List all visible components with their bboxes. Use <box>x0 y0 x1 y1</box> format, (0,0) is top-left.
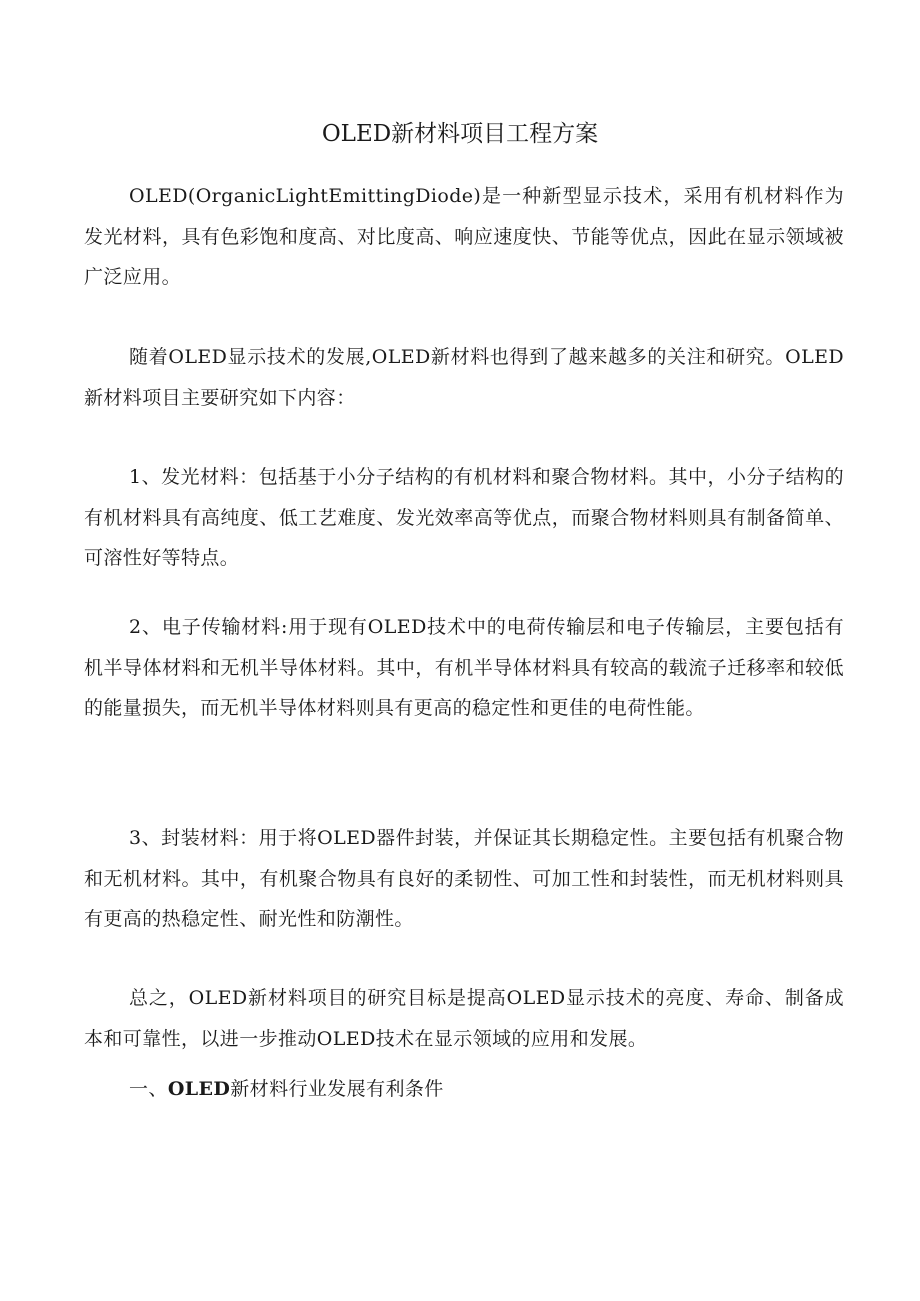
paragraph-emitting-materials: 1、发光材料：包括基于小分子结构的有机材料和聚合物材料。其中，小分子结构的有机材料具有高纯度、低工艺难度、发光效率高等优点，而聚合物材料则具有制备简单、可溶性好等特点。 <box>84 466 844 569</box>
paragraph-encapsulation-materials: 3、封装材料：用于将OLED器件封装，并保证其长期稳定性。主要包括有机聚合物和无机材料。其中，有机聚合物具有良好的柔韧性、可加工性和封装性，而无机材料则具有更高的热稳定性、耐光性和防潮性。 <box>84 827 844 930</box>
section-heading <box>129 1069 844 1109</box>
section-heading-bold: OLED <box>167 1078 231 1100</box>
page-title: OLED新材料项目工程方案 <box>321 121 599 147</box>
paragraph-summary: 总之，OLED新材料项目的研究目标是提高OLED显示技术的亮度、寿命、制备成本和可靠性，以进一步推动OLED技术在显示领域的应用和发展。 <box>84 987 844 1050</box>
paragraph-intro: OLED(OrganicLightEmittingDiode)是一种新型显示技术，采用有机材料作为发光材料，具有色彩饱和度高、对比度高、响应速度快、节能等优点，因此在显示领域被广泛应用。 <box>84 185 844 288</box>
section-heading-rest: 新材料行业发展有利条件 <box>230 1078 444 1100</box>
paragraph-transport-materials: 2、电子传输材料:用于现有OLED技术中的电荷传输层和电子传输层，主要包括有机半导体材料和无机半导体材料。其中，有机半导体材料具有较高的载流子迁移率和较低的能量损失，而无机半导体材料则具有更高的稳定性和更佳的电荷性能。 <box>84 616 844 719</box>
paragraph-development: 随着OLED显示技术的发展,OLED新材料也得到了越来越多的关注和研究。OLED新材料项目主要研究如下内容： <box>84 346 844 409</box>
section-heading-prefix: 一、 <box>129 1078 168 1100</box>
